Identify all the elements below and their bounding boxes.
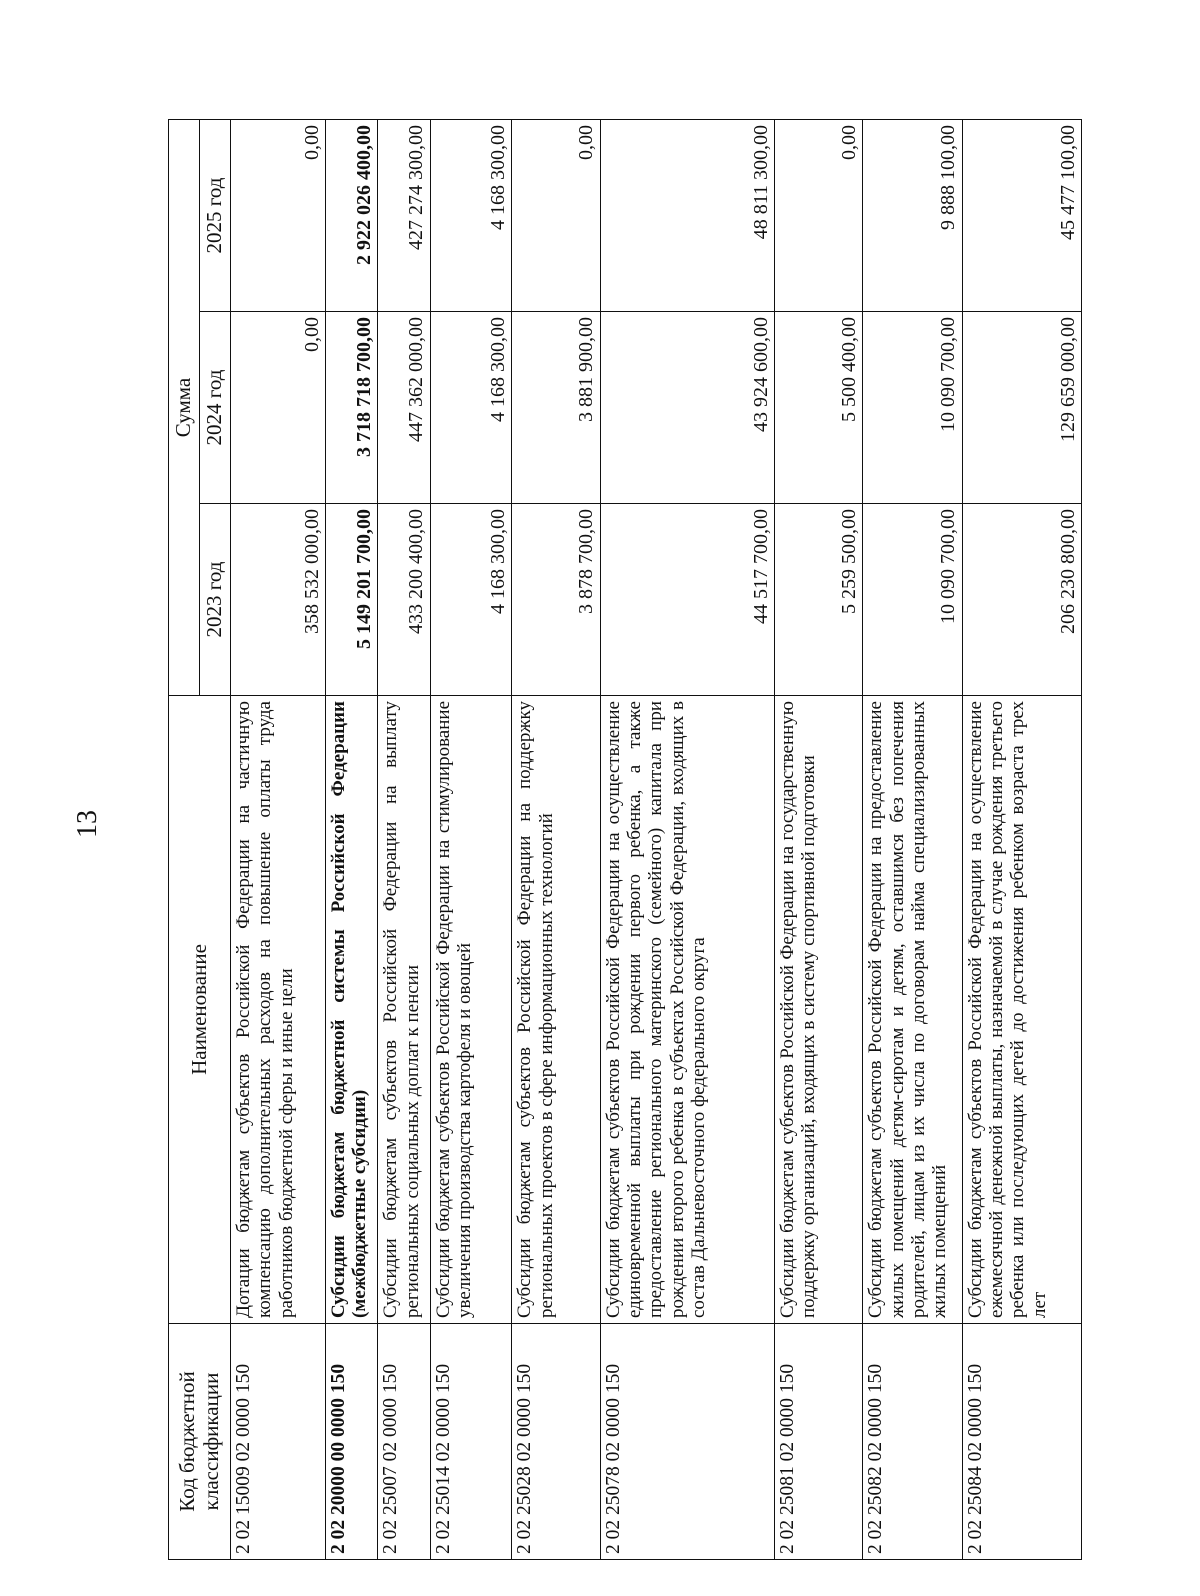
table-row [231, 119, 326, 1559]
amount-2025-cell: 427 274 300,00 [378, 119, 430, 311]
name-cell: Субсидии бюджетам субъектов Российской Федерации на осуществление единовременной выплаты при рождении первого ребенка, а также предоставление регионального материнского (семейного) капитала при рождении второго ребенка в субъектах Российской Федерации, входящих в состав Дальневосточного федерального округа [600, 696, 774, 1324]
name-cell: Субсидии бюджетам субъектов Российской Федерации на выплату региональных социальных доплат к пенсии [378, 696, 430, 1324]
table-row [863, 119, 962, 1559]
table-row [430, 119, 512, 1559]
amount-2023-cell: 10 090 700,00 [863, 504, 962, 696]
amount-2024-cell: 4 168 300,00 [430, 312, 512, 504]
name-cell: Субсидии бюджетам субъектов Российской Федерации на поддержку региональных проектов в сфере информационных технологий [512, 696, 600, 1324]
amount-2024-cell: 3 881 900,00 [512, 312, 600, 504]
table-row [600, 119, 774, 1559]
table-body [231, 119, 1082, 1559]
header-2025: 2025 год [200, 119, 231, 311]
amount-2024-cell: 5 500 400,00 [775, 312, 863, 504]
header-code: Код бюджетной классификации [169, 1324, 231, 1560]
amount-2023-cell: 4 168 300,00 [430, 504, 512, 696]
name-cell: Субсидии бюджетам субъектов Российской Федерации на осуществление ежемесячной денежной выплаты, назначаемой в случае рождения третьего ребенка или последующих детей до достижения ребенком возраста трех лет [962, 696, 1081, 1324]
amount-2023-cell: 358 532 000,00 [231, 504, 326, 696]
amount-2024-cell: 447 362 000,00 [378, 312, 430, 504]
amount-2025-cell: 2 922 026 400,00 [325, 119, 377, 311]
table-row [962, 119, 1081, 1559]
header-sum: Сумма [169, 119, 200, 695]
name-cell: Дотации бюджетам субъектов Российской Федерации на частичную компенсацию дополнительных расходов на повышение оплаты труда работников бюджетной сферы и иные цели [231, 696, 326, 1324]
amount-2025-cell: 9 888 100,00 [863, 119, 962, 311]
amount-2025-cell: 0,00 [775, 119, 863, 311]
code-cell: 2 02 25028 02 0000 150 [512, 1324, 600, 1560]
code-cell: 2 02 25078 02 0000 150 [600, 1324, 774, 1560]
header-2023: 2023 год [200, 504, 231, 696]
code-cell: 2 02 20000 00 0000 150 [325, 1324, 377, 1560]
table-row [775, 119, 863, 1559]
amount-2025-cell: 0,00 [231, 119, 326, 311]
budget-table-container [168, 120, 1082, 1560]
amount-2023-cell: 3 878 700,00 [512, 504, 600, 696]
name-cell: Субсидии бюджетам субъектов Российской Федерации на стимулирование увеличения производства картофеля и овощей [430, 696, 512, 1324]
budget-table [168, 119, 1082, 1560]
table-row [325, 119, 377, 1559]
page-number: 13 [72, 810, 103, 838]
code-cell: 2 02 25084 02 0000 150 [962, 1324, 1081, 1560]
amount-2023-cell: 206 230 800,00 [962, 504, 1081, 696]
amount-2024-cell: 0,00 [231, 312, 326, 504]
amount-2024-cell: 129 659 000,00 [962, 312, 1081, 504]
amount-2025-cell: 48 811 300,00 [600, 119, 774, 311]
code-cell: 2 02 25081 02 0000 150 [775, 1324, 863, 1560]
amount-2025-cell: 45 477 100,00 [962, 119, 1081, 311]
amount-2023-cell: 433 200 400,00 [378, 504, 430, 696]
name-cell: Субсидии бюджетам субъектов Российской Федерации на предоставление жилых помещений детям-сиротам и детям, оставшимся без попечения родителей, лицам из их числа по договорам найма специализированных жилых помещений [863, 696, 962, 1324]
amount-2024-cell: 10 090 700,00 [863, 312, 962, 504]
table-row [378, 119, 430, 1559]
amount-2023-cell: 5 149 201 700,00 [325, 504, 377, 696]
amount-2023-cell: 44 517 700,00 [600, 504, 774, 696]
code-cell: 2 02 25082 02 0000 150 [863, 1324, 962, 1560]
code-cell: 2 02 15009 02 0000 150 [231, 1324, 326, 1560]
header-name: Наименование [169, 696, 231, 1324]
amount-2025-cell: 0,00 [512, 119, 600, 311]
name-cell: Субсидии бюджетам бюджетной системы Российской Федерации (межбюджетные субсидии) [325, 696, 377, 1324]
code-cell: 2 02 25007 02 0000 150 [378, 1324, 430, 1560]
amount-2025-cell: 4 168 300,00 [430, 119, 512, 311]
name-cell: Субсидии бюджетам субъектов Российской Федерации на государственную поддержку организаций, входящих в систему спортивной подготовки [775, 696, 863, 1324]
header-2024: 2024 год [200, 312, 231, 504]
amount-2024-cell: 3 718 718 700,00 [325, 312, 377, 504]
amount-2023-cell: 5 259 500,00 [775, 504, 863, 696]
table-row [512, 119, 600, 1559]
code-cell: 2 02 25014 02 0000 150 [430, 1324, 512, 1560]
amount-2024-cell: 43 924 600,00 [600, 312, 774, 504]
